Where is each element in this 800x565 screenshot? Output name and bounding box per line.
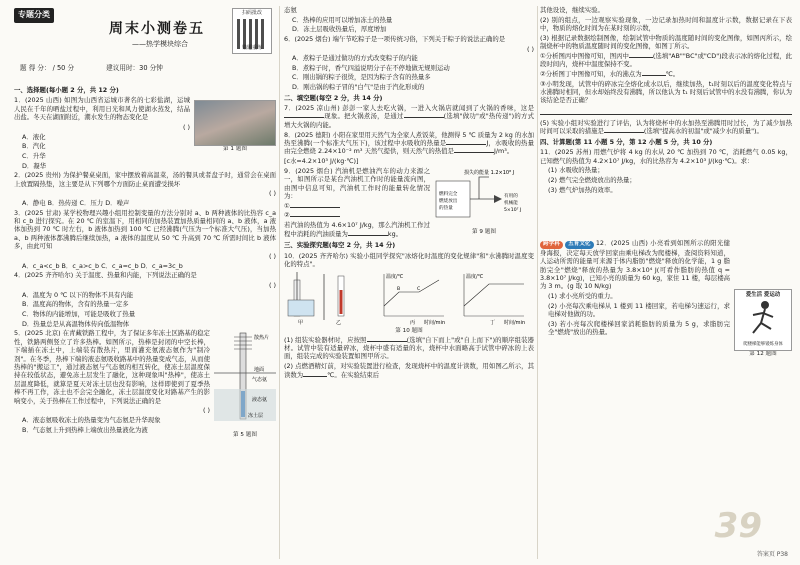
energy-flow-figure xyxy=(434,167,534,239)
option: (1) 水吸收的热量； xyxy=(548,166,604,175)
graph-x-label: 时间/min xyxy=(424,319,446,326)
svg-text:散热片: 散热片 xyxy=(254,335,270,342)
page-title: 周末小测卷五 xyxy=(109,21,205,37)
graph-y-label: 温度/℃ xyxy=(386,273,404,280)
answer-paren: ( ) xyxy=(268,280,276,289)
figure-caption: 第 1 题图 xyxy=(223,146,247,153)
svg-text:液态氨: 液态氨 xyxy=(252,397,268,404)
question-9-tail: 若汽油的热值为 4.6×10⁷ J/kg，那么汽油机工作过程中消耗的汽油质量为 kg。 xyxy=(284,221,430,238)
question-12: 跨学科 五育文化 12．(2025 山西) 小亮看到如图所示的阳光健身海报，决定每天放学回家由乘电梯改为爬楼梯，查阅资料知道，人运动所需的能量可来源于体内脂肪"燃烧"释放的化学能，1 g 脂肪完全"燃烧"释放的热量为 3.8×10⁴ J(可看作脂肪的热值 q = 3.8×10⁷ J/kg)，已知小亮的质量为 60 kg，家住 11 楼，每层楼高为 3 m。(g 取 10 N/kg) xyxy=(540,239,730,291)
qr-code[interactable] xyxy=(232,8,272,54)
option: B．煮粽子时，香气四溢说明分子在不停地做无规则运动 xyxy=(292,63,450,72)
svg-text:燃料完全: 燃料完全 xyxy=(439,191,458,197)
option: B．温度高的物体，含有的热量一定多 xyxy=(22,300,129,309)
answer-paren: ( ) xyxy=(526,44,534,53)
poster-title: 爱生活 爱运动 xyxy=(745,292,781,299)
figure-caption: 第 9 题图 xyxy=(472,229,496,236)
svg-text:气态氨: 气态氨 xyxy=(252,377,268,384)
answer-paren: ( ) xyxy=(202,406,210,415)
column-left xyxy=(14,6,276,559)
svg-text:燃烧放出: 燃烧放出 xyxy=(439,198,458,204)
option: D．刚出锅的粽子冒的"白气"是由于汽化形成的 xyxy=(292,83,425,92)
qr-label-top: 扫码批改 xyxy=(241,10,262,16)
section-heading: 二、填空题(每空 2 分，共 14 分) xyxy=(284,93,383,102)
blank-line: ① xyxy=(284,202,430,210)
svg-text:丁: 丁 xyxy=(490,319,496,326)
option: D．凝华 xyxy=(22,161,47,170)
page-subtitle: ——热学模块综合 xyxy=(132,40,188,48)
option: D．冻土层吸收热量后，厚度增加 xyxy=(292,25,387,34)
section-heading: 三、实验探究题(每空 2 分，共 14 分) xyxy=(284,241,396,250)
column-divider xyxy=(537,6,538,559)
heat-pipe-diagram xyxy=(214,329,276,429)
option-row: A．c_a<c_b B．c_a>c_b C．c_a=c_b D．c_a=3c_b xyxy=(22,261,183,270)
question-9: 9．(2025 烟台) 汽油机是燃油汽车的动力来源之一，如图所示是某台汽油机工作时的能量流向图，由图中信息可知，汽油机工作时的能量转化情况为： xyxy=(284,166,430,201)
question-10: 10．(2025 齐齐哈尔) 实验小组同学探究"冰熔化时温度的变化规律"和"水沸腾时温度变化的特点"。 xyxy=(284,251,534,269)
option: C．热棒的应用可以增加冻土的热量 xyxy=(292,15,393,24)
option: A．温度为 0 ℃ 以下的物体不具有内能 xyxy=(22,290,134,299)
category-tag: 专题分类 xyxy=(14,8,54,23)
option: (2) 燃气完全燃烧放出的热量； xyxy=(548,176,636,185)
svg-text:的热量: 的热量 xyxy=(439,205,453,211)
column-right xyxy=(540,6,792,559)
fitness-poster-figure xyxy=(734,289,792,358)
page-number: 39 xyxy=(714,506,762,547)
option: C．升华 xyxy=(22,151,46,160)
column-divider xyxy=(279,6,280,559)
svg-text:5×10⁷ J: 5×10⁷ J xyxy=(504,207,522,213)
salt-lake-photo xyxy=(194,100,276,146)
question-8: 8．(2025 德阳) 小阳在家里用天然气为全家人煮饭菜，他测得 5 ℃ 质量为 2 kg 的水加热至沸腾(一个标准大气压下)，该过程中水吸收的热量是 J，水吸收的热量由完全燃烧 2.24×10⁻² m³ 天然气提供，则天然气的热值是 J/m³。 xyxy=(284,130,534,156)
svg-text:乙: 乙 xyxy=(336,319,342,326)
paragraph: 其他设设，继续实验。 xyxy=(540,6,604,14)
question-11: 11．(2025 苏州) 用燃气炉将 4 kg 的水从 20 ℃ 加热到 70 ℃，消耗燃气 0.05 kg，已知燃气的热值为 4.2×10⁷ J/kg，水的比热容为 4.2×10³ J/(kg·℃)。求： xyxy=(540,148,792,165)
question-5-tail: 态氨 xyxy=(284,6,297,14)
figure-caption: 第 12 题图 xyxy=(749,351,777,358)
question-10-1: (1) 组装实验器材时，应按照 (选填"自下而上"或"自上而下")的顺序组装器材。试管中装有适量碎冰，烧杯中盛有适量的水，烧杯中水面略高于试管中碎冰的上表面，组装完成的实验装置如图甲所示。 xyxy=(284,335,534,361)
runner-icon xyxy=(735,299,791,339)
option: C．刚出锅的粽子很烫，是因为粽子含有的热量多 xyxy=(292,73,431,82)
question-3: 3．(2025 甘肃) 某学校物理兴趣小组用控制变量的方法分别对 a、b 两种液体的比热容 c_a 和 c_b 进行探究。在 20 ℃ 的室温下，用相同的加热装置加热质量相同的 a、b 液体，a 液体加热到 70 ℃ 时左右，b 液体加热到 100 ℃ 已经沸腾(气压为一个标准大气压)，当加热 a、b 两种液体都沸腾后继续加热，a 液体的温度从 50 ℃ 升高到 70 ℃ 所需时间比 b 液体多，由此可知 xyxy=(14,208,276,251)
option: B．汽化 xyxy=(22,142,46,151)
svg-text:B: B xyxy=(397,286,401,292)
question-4: 4．(2025 齐齐哈尔) 关于温度、热量和内能，下列说法正确的是 xyxy=(14,271,197,280)
svg-text:温度/℃: 温度/℃ xyxy=(466,273,484,280)
heat-pipe-figure xyxy=(214,329,276,439)
figure-caption: 第 5 题图 xyxy=(233,431,257,438)
option: (1) 求小亮所受的重力。 xyxy=(548,292,617,301)
answer-paren: ( ) xyxy=(268,252,276,261)
question-8-note: [c水=4.2×10³ J/(kg·℃)] xyxy=(284,157,359,166)
section-heading: 四、计算题(第 11 小题 5 分，第 12 小题 5 分，共 10 分) xyxy=(540,137,713,146)
melting-experiment-figure xyxy=(284,270,534,326)
answer-paren: ( ) xyxy=(268,189,276,198)
paragraph: ②分析图丁中图像可知，水的沸点为 ℃。 xyxy=(540,69,680,78)
badge-interdisciplinary: 跨学科 xyxy=(540,241,563,248)
svg-text:时间/min: 时间/min xyxy=(504,319,526,326)
energy-loss-label: 损失的能量 1.2×10⁸ J xyxy=(464,169,515,176)
poster-caption: 爬楼梯能够锻炼身体 xyxy=(743,341,783,347)
answer-page-ref: 答案页 P38 xyxy=(756,551,788,559)
answer-paren: ( ) xyxy=(182,123,190,131)
column-middle xyxy=(284,6,534,559)
svg-text:有用的: 有用的 xyxy=(504,193,518,199)
time-field: 建议用时：30 分钟 xyxy=(106,64,163,72)
option: (2) 小亮每次乘电梯从 1 楼到 11 楼回家，若电梯匀速运行，求电梯对他做的功。 xyxy=(548,301,730,319)
question-7: 7．(2025 凉山州) 彭彭一家人去吃火锅，一进入火锅店就闻到了火锅的香味，这是现象。把火锅煮汤，是通过 (选填"做功"或"热传递")的方式增大火锅的内能。 xyxy=(284,104,534,129)
svg-text:机械能: 机械能 xyxy=(504,200,518,206)
section-heading: 一、选择题(每小题 2 分，共 12 分) xyxy=(14,86,119,94)
qr-label-bottom: 错题重练 xyxy=(241,45,262,52)
option: D．热量总是从高温物体传向低温物体 xyxy=(22,319,130,328)
svg-text:C: C xyxy=(417,286,421,292)
paragraph: (2) 别的组点，一边观察实验现象，一边记录加热时间和温度计示数，数据记录在下表中，物质的熔化时间为在某时刻的示数， xyxy=(540,15,792,33)
option: (3) 若小亮每次爬楼梯回家消耗脂肪的质量为 5 g，求脂肪完全"燃烧"放出的热量。 xyxy=(548,319,730,337)
paragraph: (5) 实验小组对实验进行了评估，认为将烧杯中的水加热至沸腾用时过长，为了减少加热时间可以采取的措施是 (选填"提高水的初温"或"减少水的质量")。 xyxy=(540,118,792,136)
option: (3) 燃气炉加热的效率。 xyxy=(548,185,617,194)
energy-flow-diagram xyxy=(434,167,534,227)
question-1: 1．(2025 山西) 如图为山西省运城市著名的七彩盐湖，运城人民在千年的晒盐过程中，利用日光和风力使湖水蒸发，结晶出盐。冬天在湖面附近，潮水发生的物态变化是 xyxy=(14,96,190,122)
paragraph: (3) 根据记录数据绘制图像，绘制试管中物质的温度随时间的变化图像，如图丙所示，绘制烧杯中的物质温度随时间的变化图像，如图丁所示。 xyxy=(540,33,792,51)
figure-caption: 第 10 题图 xyxy=(395,328,423,335)
question-5: 5．(2025 北京) 在青藏铁路工程中，为了保证多年冻土区路基的稳定性，铁路两侧竖立了许多热棒。如图所示，热棒是封闭的中空长棒，下端插在冻土中，上端装有散热片，里面灌充氨液态氨作为"制冷剂"。在冬季，热棒下端的液态氨吸收路基中的热量变成气态，从而使热棒的"搬运工"，通过液态氨与气态氨的相互转化，使冻土层温度保持在较低状态，避免冻土层发生了融化，这种现象叫"热棒"，使冻土层温度降低，就算是夏天对冻土层也没有影响，这样即使到了夏季热棒不再工作，冻土也不会完全融化，冻土层温度变化对路基产生的影响变小，关于热棒在工作过程中，下列说法正确的是 xyxy=(14,329,210,405)
option: A．液化 xyxy=(22,132,46,141)
option: C．物体的内能增加，可能是吸收了热量 xyxy=(22,309,136,318)
option: B．气态氨上升到热棒上端放出热量液化为液 xyxy=(22,425,148,434)
svg-text:甲: 甲 xyxy=(298,319,304,326)
question-10-2: (2) 点燃酒精灯前，对实验装置进行检查，发现烧杯中的温度计读数，用如图乙所示，其读数为 ℃。在实验结束后 xyxy=(284,362,534,379)
option-row: A．静电 B．热传递 C．压力 D．噪声 xyxy=(22,198,130,207)
fitness-poster xyxy=(734,289,792,351)
blank-line: ② xyxy=(284,211,430,219)
score-field: 题 得 分： / 50 分 xyxy=(20,64,75,72)
svg-text:冻土层: 冻土层 xyxy=(248,413,264,420)
answer-line xyxy=(540,107,792,115)
option: A．煮粽子是通过做功的方式改变粽子的内能 xyxy=(292,54,418,63)
option: A．液态氨吸收冻土的热量变为气态氨是升华现象 xyxy=(22,416,161,425)
badge-culture: 五育文化 xyxy=(565,241,593,248)
svg-text:丙: 丙 xyxy=(410,319,416,326)
question-6: 6．(2025 烟台) 端午节吃粽子是一项传统习俗，下列关于粽子的说法正确的是 xyxy=(284,34,506,43)
header xyxy=(14,6,276,84)
meta-line xyxy=(20,64,193,73)
question-2: 2．(2025 贵州) 为保护餐桌桌面，家中摆放着高温菜，汤的餐具或者盘子时，通常会在桌面上放置隔热垫，这主要是从下列哪个方面防止桌面遭受损坏 xyxy=(14,171,276,188)
svg-text:地面: 地面 xyxy=(254,367,265,374)
paragraph: ③小明发现，试管中的碎冰完全熔化成水以后，继续加热，t₁时刻以后的温度变化特点与水沸腾时相同，但水却始终没有沸腾，所以他认为 t₁ 时刻后试管中的水没有沸腾，你认为该结论是否正确？ xyxy=(540,79,792,105)
answer-space xyxy=(540,195,792,239)
paragraph: ①分析图丙中图像可知，图丙中 (选填"AB""BC"或"CD")段表示冰的熔化过程，此段时间内，烧杯中温度保持不变。 xyxy=(540,51,792,69)
